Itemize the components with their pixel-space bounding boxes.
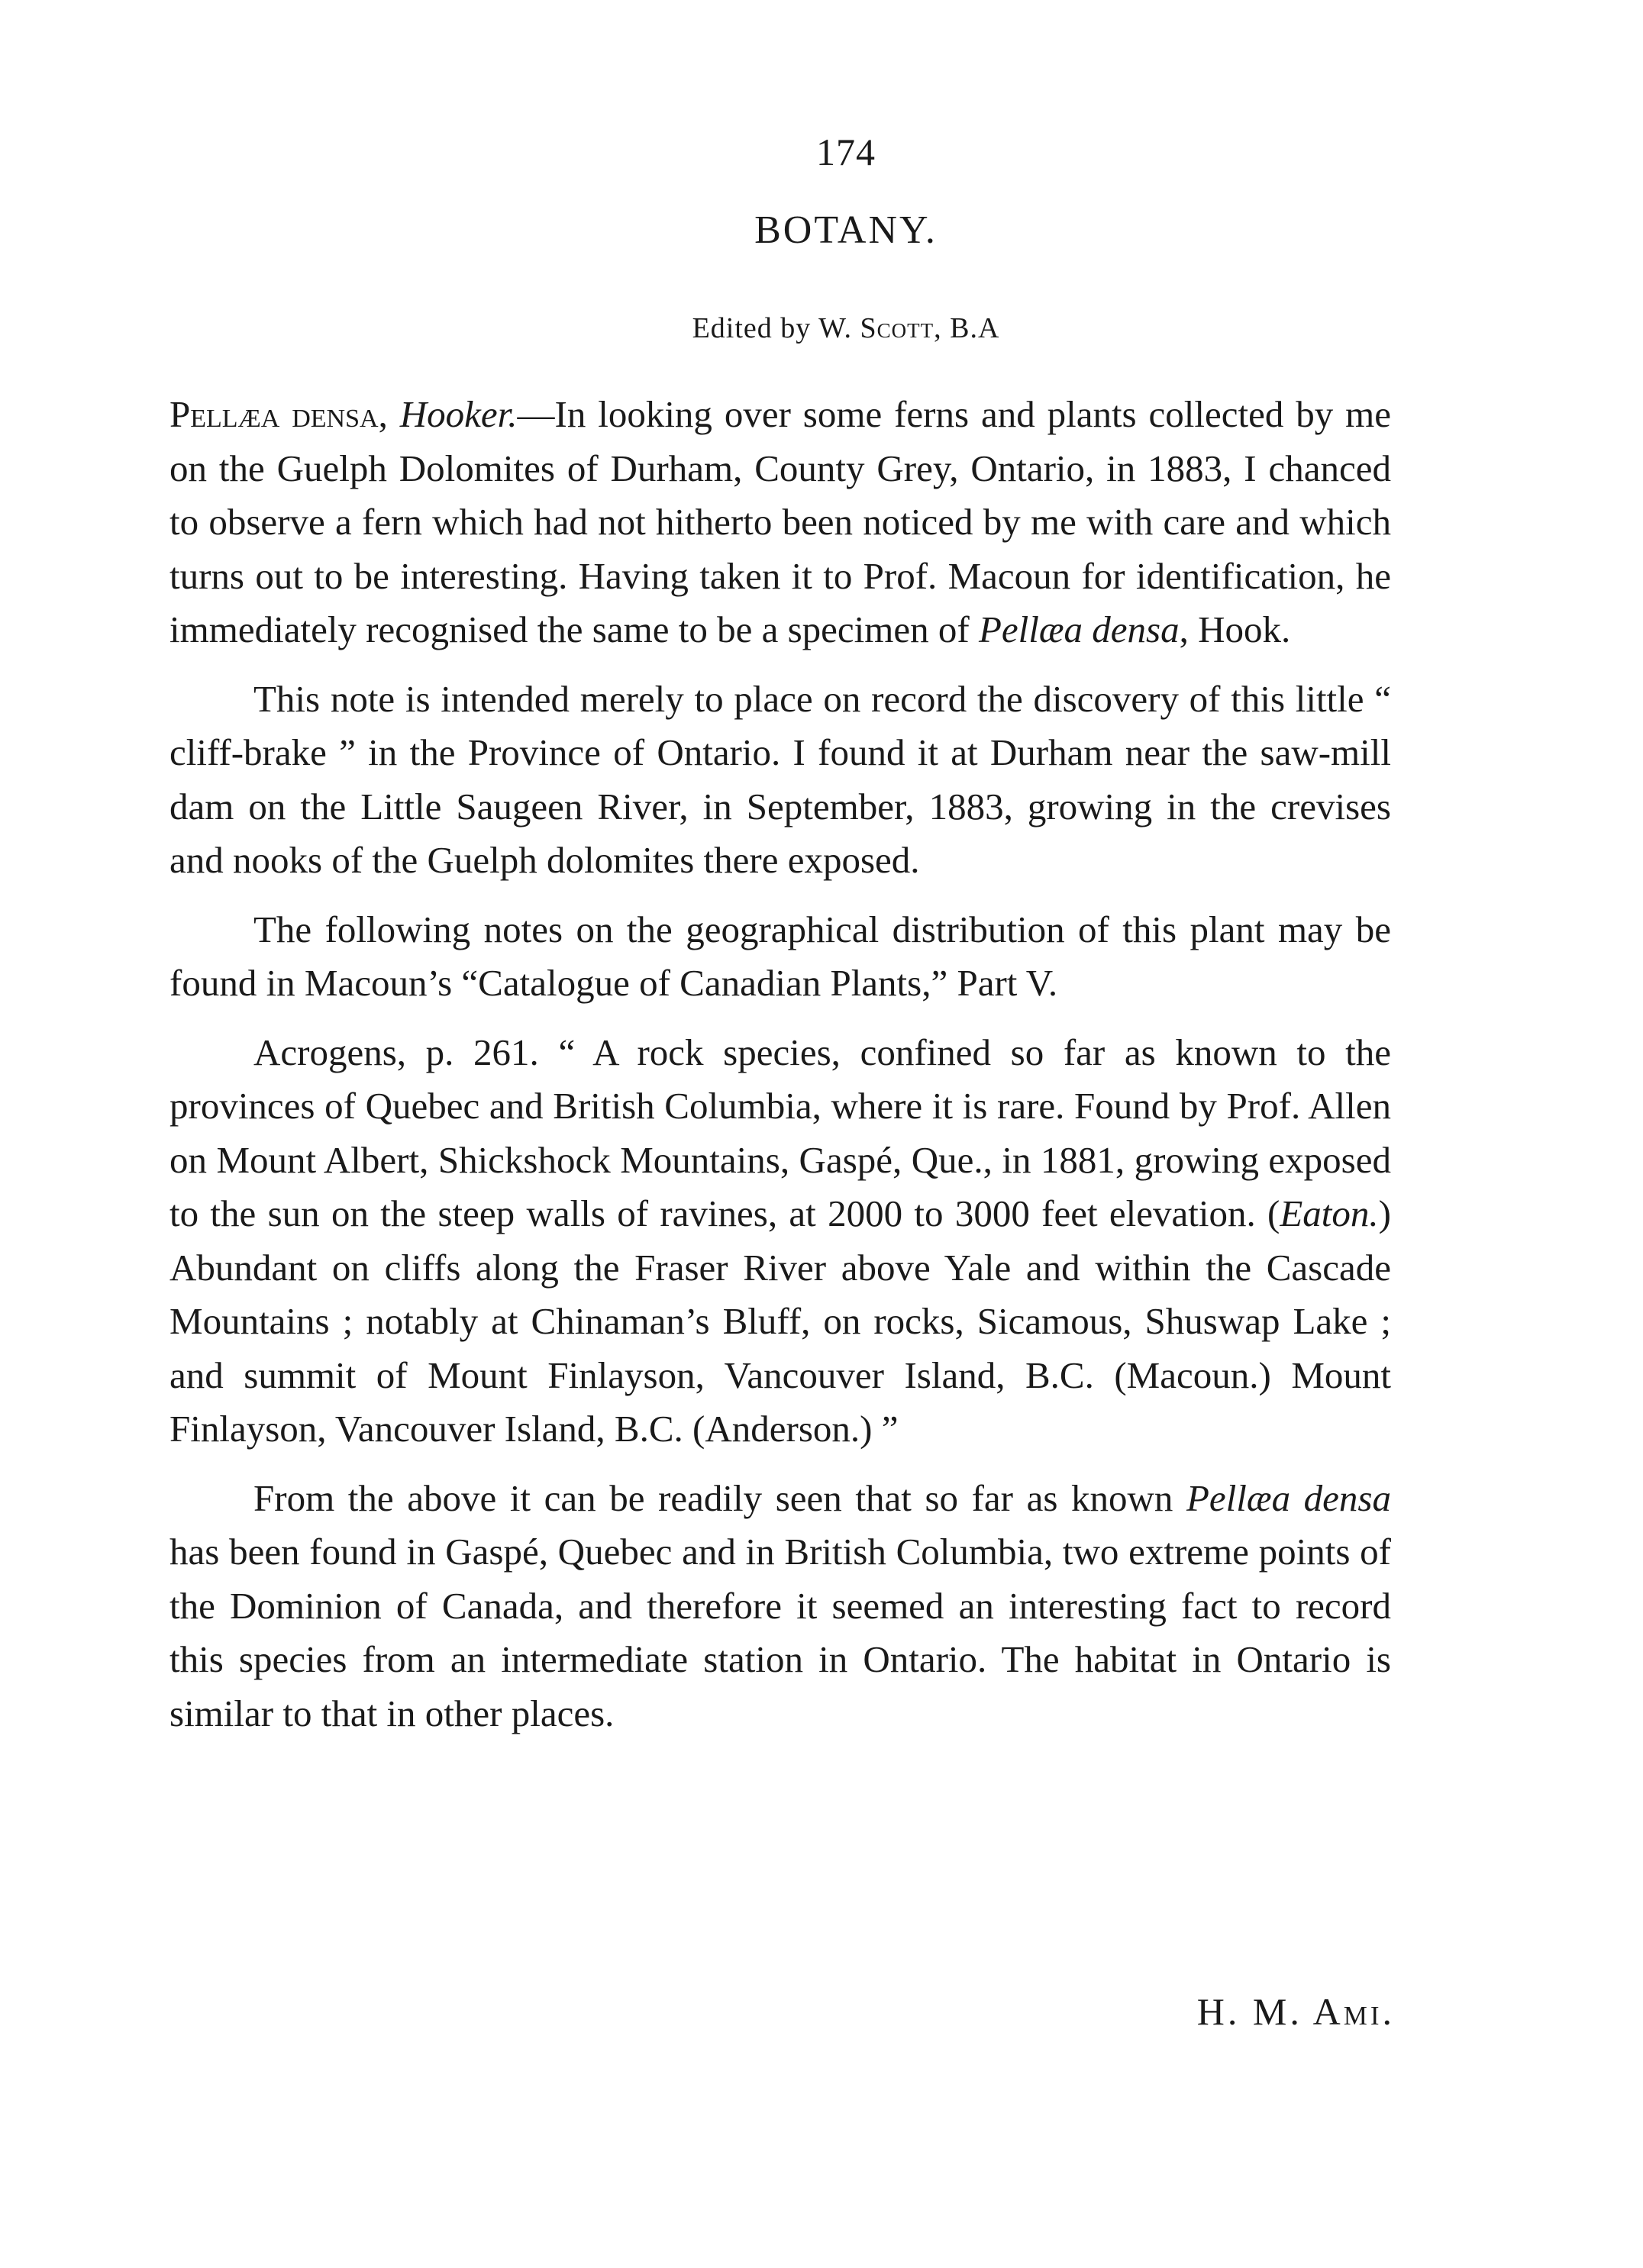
species-name-italic: Pellæa densa <box>978 608 1180 650</box>
paragraph-5 <box>169 1472 1391 1741</box>
paragraph-4 <box>169 1026 1391 1457</box>
editor-prefix: Edited by W. <box>692 312 860 344</box>
eaton-citation: Eaton. <box>1280 1192 1379 1234</box>
species-heading: Pellæa densa <box>169 393 379 435</box>
paragraph-2: This note is intended merely to place on record the discovery of this little “ cliff-brake ” in the Province of Ontario. I found it at Durham near the saw-mill dam on the Little Saugeen River, in September, 1883, growing in the crevises and nooks of the Guelph dolomites there exposed. <box>169 677 1391 881</box>
page-number: 174 <box>816 131 876 173</box>
species-name-italic-2: Pellæa densa <box>1186 1476 1391 1519</box>
species-authority: Hooker. <box>399 393 518 435</box>
author-signature: H. M. Ami. <box>1196 1990 1395 2033</box>
editor-name: Scott <box>860 312 934 344</box>
section-title: BOTANY. <box>754 208 938 252</box>
paragraph-3: The following notes on the geographical distribution of this plant may be found in Macoun’s “Catalogue of Canadian Plants,” Part V. <box>169 908 1391 1004</box>
article-body <box>169 388 1391 1756</box>
paragraph-4-text-end: ) Abundant on cliffs along the Fraser River above Yale and within the Cascade Mountains ; notably at Chinaman’s Bluff, on rocks, Sicamous, Shuswap Lake ; and summit of Mount Finlayson, Vancouver Island, B.C. (Macoun.) Mount Finlayson, Vancouver Island, B.C. (Anderson.) ” <box>169 1192 1391 1450</box>
paragraph-1 <box>169 388 1391 657</box>
species-heading-separator: , <box>378 393 400 435</box>
editor-suffix: , B.A <box>934 312 1000 344</box>
paragraph-5-text: From the above it can be readily seen that so far as known <box>253 1476 1186 1519</box>
paragraph-4-text: Acrogens, p. 261. “ A rock species, confined so far as known to the provinces of Quebec and British Columbia, where it is rare. Found by Prof. Allen on Mount Albert, Shickshock Mountains, Gaspé, Que., in 1881, growing exposed to the sun on the steep walls of ravines, at 2000 to 3000 feet elevation. ( <box>169 1031 1391 1234</box>
paragraph-1-text: —In looking over some ferns and plants collected by me on the Guelph Dolomites of Durham, County Grey, Ontario, in 1883, I chanced to observe a fern which had not hitherto been noticed by me with care and which turns out to be interesting. Having taken it to Prof. Macoun for identification, he immediately recognised the same to be a specimen of <box>169 393 1391 650</box>
paragraph-5-text-end: has been found in Gaspé, Quebec and in British Columbia, two extreme points of the Dominion of Canada, and therefore it seemed an interesting fact to record this species from an intermediate station in Ontario. The habitat in Ontario is similar to that in other places. <box>169 1531 1391 1734</box>
editor-credit <box>0 311 1643 345</box>
paragraph-1-text-end: , Hook. <box>1179 608 1291 650</box>
